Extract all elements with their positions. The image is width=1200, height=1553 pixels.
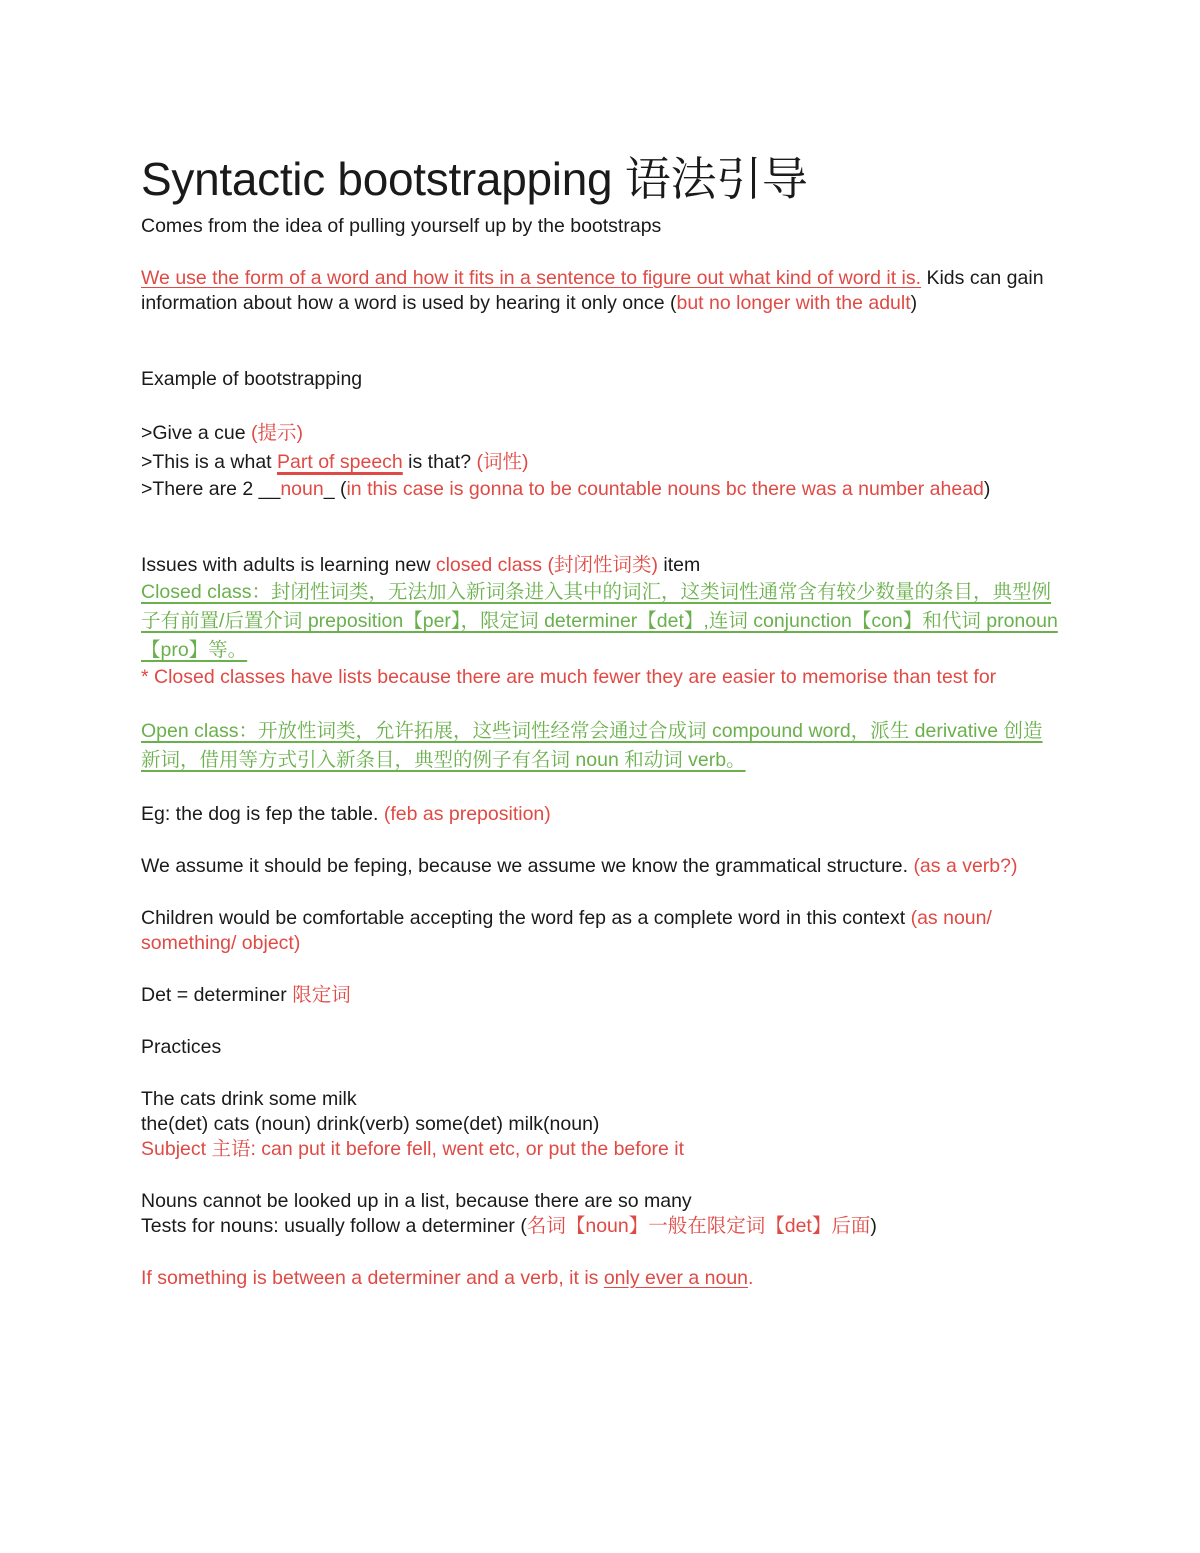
intro-line: Comes from the idea of pulling yourself up by the bootstraps [141, 215, 662, 237]
part-of-speech-term: Part of speech [277, 451, 403, 473]
children-paragraph: Children would be comfortable accepting the word fep as a complete word in this context (as noun/ something/ object) [141, 907, 992, 954]
document-body [141, 150, 1061, 1291]
practice-tagged: the(det) cats (noun) drink(verb) some(det) milk(noun) [141, 1113, 600, 1135]
assume-paragraph: We assume it should be feping, because we assume we know the grammatical structure. (as a verb?) [141, 855, 1018, 877]
open-class-definition: Open class：开放性词类，允许拓展，这些词性经常会通过合成词 compound word，派生 derivative 创造新词，借用等方式引入新条目，典型的例子有名词 noun 和动词 verb。 [141, 720, 1043, 771]
subject-note: Subject 主语: can put it before fell, went etc, or put the before it [141, 1138, 685, 1160]
page-title: Syntactic bootstrapping 语法引导 [141, 153, 808, 205]
example-sentence-line: Eg: the dog is fep the table. (feb as preposition) [141, 803, 551, 825]
practice-sentence: The cats drink some milk [141, 1088, 357, 1110]
closed-class-note: * Closed classes have lists because there are much fewer they are easier to memorise than test for [141, 666, 997, 688]
tests-line: Tests for nouns: usually follow a determiner (名词【noun】一般在限定词【det】后面) [141, 1215, 877, 1237]
definition-paragraph: We use the form of a word and how it fits in a sentence to figure out what kind of word it is. Kids can gain information about how a word is used by hearing it only once (but no longer with the adult) [141, 267, 1044, 314]
nouns-list-line: Nouns cannot be looked up in a list, because there are so many [141, 1190, 692, 1212]
rule-emphasis: only ever a noun [603, 1267, 749, 1289]
issues-line: Issues with adults is learning new closed class (封闭性词类) item [141, 554, 701, 576]
definition-red: We use the form of a word and how it fits in a sentence to figure out what kind of word it is. [141, 267, 922, 289]
rule-line: If something is between a determiner and a verb, it is only ever a noun. [141, 1267, 754, 1289]
determiner-line: Det = determiner 限定词 [141, 984, 351, 1006]
noun-line: >There are 2 __noun_ (in this case is gonna to be countable nouns bc there was a number ahead) [141, 478, 991, 500]
example-heading: Example of bootstrapping [141, 368, 363, 390]
closed-class-definition: Closed class：封闭性词类，无法加入新词条进入其中的词汇，这类词性通常含有较少数量的条目，典型例子有前置/后置介词 preposition【per】，限定词 determiner【det】,连词 conjunction【con】和代词 pronoun【pro】等。 [141, 581, 1058, 661]
part-of-speech-line: >This is a what Part of speech is that? (词性) [141, 451, 529, 473]
practices-heading: Practices [141, 1036, 222, 1058]
cue-line: >Give a cue (提示) [141, 422, 304, 444]
